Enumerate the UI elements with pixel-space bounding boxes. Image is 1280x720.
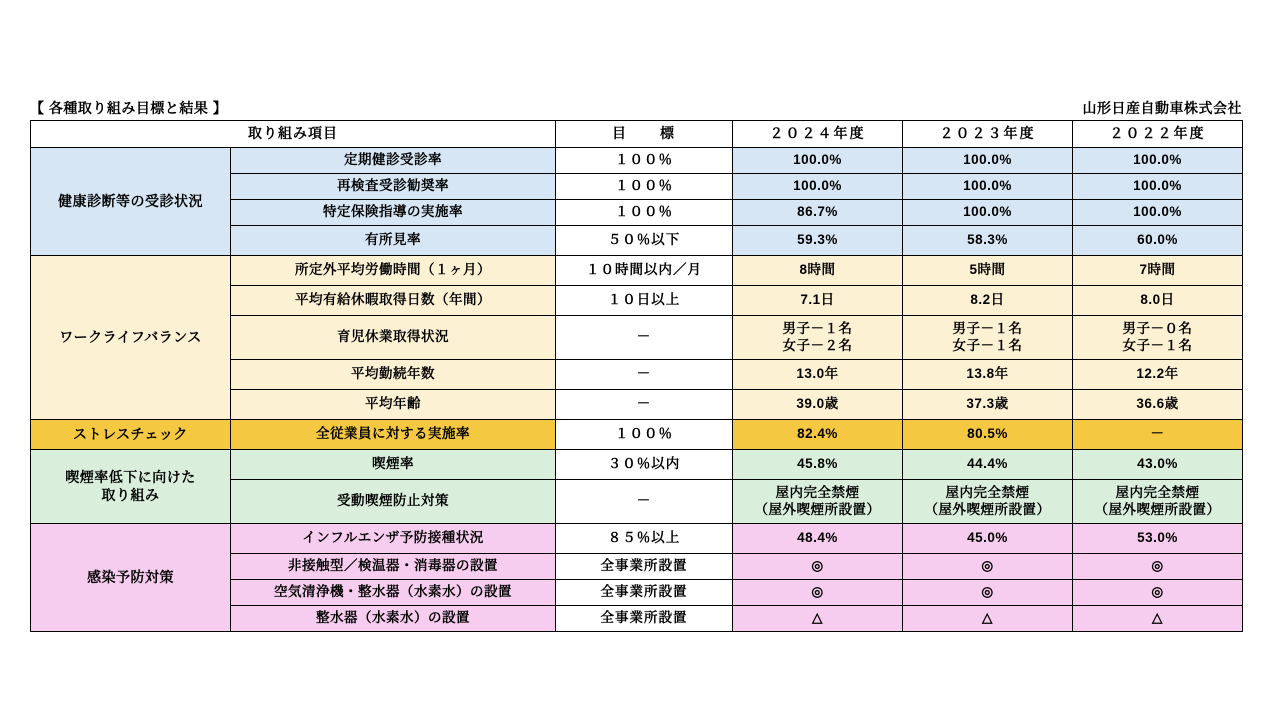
table-row bbox=[31, 420, 1243, 450]
table-row bbox=[31, 256, 1243, 286]
value-y2023: 100.0% bbox=[903, 200, 1073, 226]
item-label: 非接触型／検温器・消毒器の設置 bbox=[231, 554, 556, 580]
item-label: 全従業員に対する実施率 bbox=[231, 420, 556, 450]
item-label: 育児休業取得状況 bbox=[231, 316, 556, 360]
goal-value: － bbox=[556, 480, 733, 524]
goal-value: ５０％以下 bbox=[556, 226, 733, 256]
goal-value: １０日以上 bbox=[556, 286, 733, 316]
company-name: 山形日産自動車株式会社 bbox=[1082, 100, 1242, 116]
table-header-row bbox=[31, 121, 1243, 148]
value-y2023: 58.3% bbox=[903, 226, 1073, 256]
category-worklife-balance: ワークライフバランス bbox=[31, 256, 231, 420]
value-y2022: 100.0% bbox=[1073, 174, 1243, 200]
category-smoking-reduction: 喫煙率低下に向けた 取り組み bbox=[31, 450, 231, 524]
value-y2022: 屋内完全禁煙 （屋外喫煙所設置） bbox=[1073, 480, 1243, 524]
goal-value: － bbox=[556, 390, 733, 420]
value-y2024: 48.4% bbox=[733, 524, 903, 554]
value-y2023: △ bbox=[903, 606, 1073, 632]
goal-value: 全事業所設置 bbox=[556, 606, 733, 632]
value-y2024: ◎ bbox=[733, 554, 903, 580]
value-y2022: 60.0% bbox=[1073, 226, 1243, 256]
value-y2022: △ bbox=[1073, 606, 1243, 632]
category-health: 健康診断等の受診状況 bbox=[31, 148, 231, 256]
value-y2022: 男子－０名 女子－１名 bbox=[1073, 316, 1243, 360]
value-y2023: 44.4% bbox=[903, 450, 1073, 480]
value-y2022: 53.0% bbox=[1073, 524, 1243, 554]
value-y2024: ◎ bbox=[733, 580, 903, 606]
value-y2023: 45.0% bbox=[903, 524, 1073, 554]
value-y2023: ◎ bbox=[903, 580, 1073, 606]
goal-value: ８５％以上 bbox=[556, 524, 733, 554]
value-y2022: 100.0% bbox=[1073, 148, 1243, 174]
value-y2024: 59.3% bbox=[733, 226, 903, 256]
value-y2024: 男子－１名 女子－２名 bbox=[733, 316, 903, 360]
value-y2022: 100.0% bbox=[1073, 200, 1243, 226]
value-y2023: 男子－１名 女子－１名 bbox=[903, 316, 1073, 360]
column-header-y2022: ２０２２年度 bbox=[1073, 121, 1243, 148]
category-infection-prevention: 感染予防対策 bbox=[31, 524, 231, 632]
goal-value: １００％ bbox=[556, 148, 733, 174]
item-label: 受動喫煙防止対策 bbox=[231, 480, 556, 524]
goal-value: １００％ bbox=[556, 200, 733, 226]
item-label: 喫煙率 bbox=[231, 450, 556, 480]
report-title: 【 各種取り組み目標と結果 】 bbox=[30, 100, 228, 116]
goal-value: １００％ bbox=[556, 174, 733, 200]
value-y2024: 100.0% bbox=[733, 174, 903, 200]
item-label: インフルエンザ予防接種状況 bbox=[231, 524, 556, 554]
column-header-y2024: ２０２４年度 bbox=[733, 121, 903, 148]
goal-value: 全事業所設置 bbox=[556, 580, 733, 606]
column-header-y2023: ２０２３年度 bbox=[903, 121, 1073, 148]
item-label: 有所見率 bbox=[231, 226, 556, 256]
value-y2024: 39.0歳 bbox=[733, 390, 903, 420]
goal-value: ３０％以内 bbox=[556, 450, 733, 480]
column-header-goal: 目 標 bbox=[556, 121, 733, 148]
item-label: 整水器（水素水）の設置 bbox=[231, 606, 556, 632]
table-row bbox=[31, 450, 1243, 480]
value-y2023: 100.0% bbox=[903, 174, 1073, 200]
item-label: 再検査受診勧奨率 bbox=[231, 174, 556, 200]
value-y2024: 100.0% bbox=[733, 148, 903, 174]
goal-value: １０時間以内／月 bbox=[556, 256, 733, 286]
value-y2023: 8.2日 bbox=[903, 286, 1073, 316]
value-y2023: 5時間 bbox=[903, 256, 1073, 286]
table-row bbox=[31, 148, 1243, 174]
value-y2024: △ bbox=[733, 606, 903, 632]
item-label: 平均勤続年数 bbox=[231, 360, 556, 390]
item-label: 所定外平均労働時間（１ヶ月） bbox=[231, 256, 556, 286]
value-y2022: ◎ bbox=[1073, 580, 1243, 606]
value-y2024: 82.4% bbox=[733, 420, 903, 450]
goal-value: － bbox=[556, 316, 733, 360]
value-y2022: 43.0% bbox=[1073, 450, 1243, 480]
item-label: 平均年齢 bbox=[231, 390, 556, 420]
value-y2022: 8.0日 bbox=[1073, 286, 1243, 316]
item-label: 空気清浄機・整水器（水素水）の設置 bbox=[231, 580, 556, 606]
report-header bbox=[30, 98, 1242, 118]
value-y2023: 13.8年 bbox=[903, 360, 1073, 390]
value-y2024: 86.7% bbox=[733, 200, 903, 226]
value-y2023: 80.5% bbox=[903, 420, 1073, 450]
goal-value: １００％ bbox=[556, 420, 733, 450]
goal-value: － bbox=[556, 360, 733, 390]
value-y2022: 7時間 bbox=[1073, 256, 1243, 286]
value-y2023: ◎ bbox=[903, 554, 1073, 580]
value-y2022: 12.2年 bbox=[1073, 360, 1243, 390]
table-row bbox=[31, 524, 1243, 554]
column-header-item: 取り組み項目 bbox=[31, 121, 556, 148]
goal-value: 全事業所設置 bbox=[556, 554, 733, 580]
value-y2023: 屋内完全禁煙 （屋外喫煙所設置） bbox=[903, 480, 1073, 524]
value-y2022: ◎ bbox=[1073, 554, 1243, 580]
value-y2024: 8時間 bbox=[733, 256, 903, 286]
value-y2024: 7.1日 bbox=[733, 286, 903, 316]
item-label: 平均有給休暇取得日数（年間） bbox=[231, 286, 556, 316]
value-y2022: － bbox=[1073, 420, 1243, 450]
value-y2024: 屋内完全禁煙 （屋外喫煙所設置） bbox=[733, 480, 903, 524]
item-label: 特定保険指導の実施率 bbox=[231, 200, 556, 226]
value-y2022: 36.6歳 bbox=[1073, 390, 1243, 420]
value-y2023: 37.3歳 bbox=[903, 390, 1073, 420]
value-y2024: 45.8% bbox=[733, 450, 903, 480]
value-y2023: 100.0% bbox=[903, 148, 1073, 174]
category-stress-check: ストレスチェック bbox=[31, 420, 231, 450]
item-label: 定期健診受診率 bbox=[231, 148, 556, 174]
initiatives-table bbox=[30, 120, 1243, 632]
value-y2024: 13.0年 bbox=[733, 360, 903, 390]
